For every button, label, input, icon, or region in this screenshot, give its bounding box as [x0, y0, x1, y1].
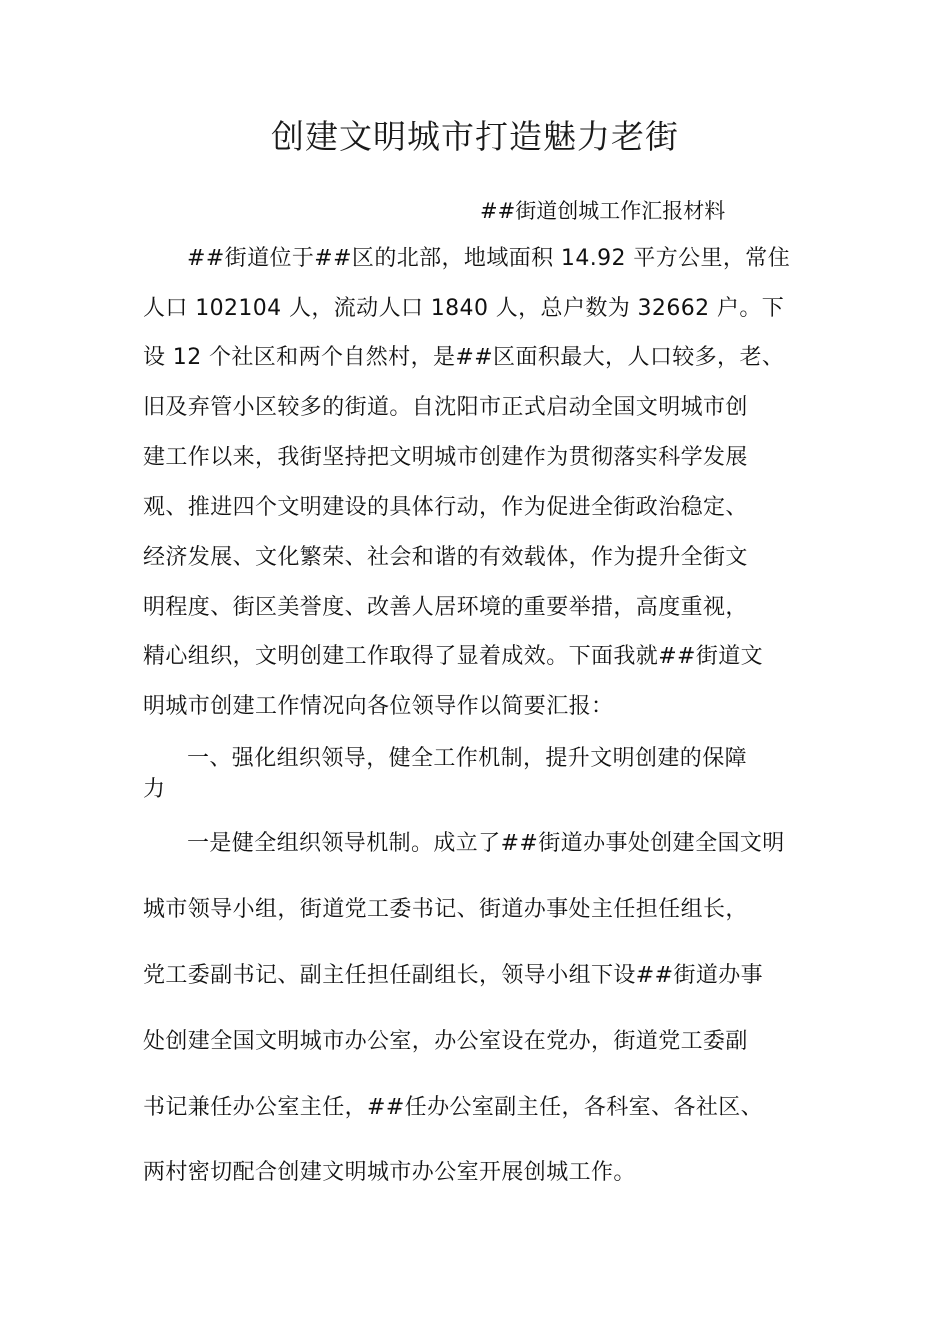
paragraph-line: 两村密切配合创建文明城市办公室开展创城工作。: [143, 1160, 636, 1185]
paragraph-line: 观、推进四个文明建设的具体行动，作为促进全街政治稳定、: [143, 495, 748, 520]
paragraph-line: 明城市创建工作情况向各位领导作以简要汇报：: [143, 694, 614, 719]
paragraph-line: 城市领导小组，街道党工委书记、街道办事处主任担任组长，: [143, 897, 748, 922]
document-subtitle: ##街道创城工作汇报材料: [480, 199, 726, 223]
paragraph-line: 人口 102104 人，流动人口 1840 人，总户数为 32662 户。下: [143, 296, 785, 321]
paragraph-line: 书记兼任办公室主任，##任办公室副主任，各科室、各社区、: [143, 1095, 764, 1120]
paragraph-line: 经济发展、文化繁荣、社会和谐的有效载体，作为提升全街文: [143, 545, 748, 570]
document-title: 创建文明城市打造魅力老街: [271, 117, 679, 156]
section-heading-line: 力: [143, 777, 166, 802]
paragraph-line: 设 12 个社区和两个自然村，是##区面积最大，人口较多，老、: [143, 345, 785, 370]
section-heading-line: 一、强化组织领导，健全工作机制，提升文明创建的保障: [187, 746, 748, 771]
paragraph-line: ##街道位于##区的北部，地域面积 14.92 平方公里，常住: [187, 246, 791, 271]
paragraph-line: 精心组织，文明创建工作取得了显着成效。下面我就##街道文: [143, 644, 764, 669]
paragraph-line: 处创建全国文明城市办公室，办公室设在党办，街道党工委副: [143, 1029, 748, 1054]
paragraph-line: 明程度、街区美誉度、改善人居环境的重要举措，高度重视，: [143, 595, 748, 620]
paragraph-line: 旧及弃管小区较多的街道。自沈阳市正式启动全国文明城市创: [143, 395, 748, 420]
paragraph-line: 建工作以来，我街坚持把文明城市创建作为贯彻落实科学发展: [143, 445, 748, 470]
paragraph-line: 党工委副书记、副主任担任副组长，领导小组下设##街道办事: [143, 963, 764, 988]
paragraph-line: 一是健全组织领导机制。成立了##街道办事处创建全国文明: [187, 831, 785, 856]
